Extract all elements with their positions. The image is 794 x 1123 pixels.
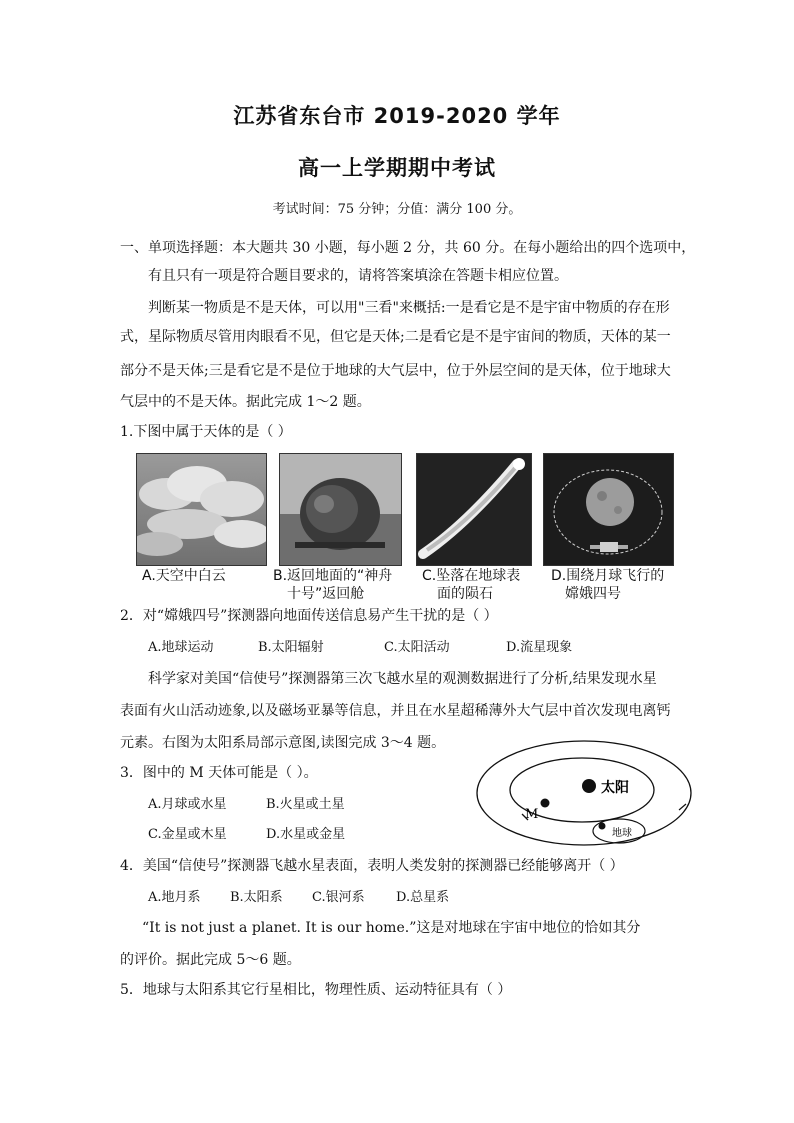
- question-1-stem: 1.下图中属于天体的是（ ）: [120, 424, 292, 440]
- passage2-line1: 科学家对美国“信使号”探测器第三次飞越水星的观测数据进行了分析,结果发现水星: [148, 671, 657, 687]
- caption-c-line1: C.坠落在地球表: [422, 568, 521, 584]
- caption-c-line2: 面的陨石: [437, 586, 493, 602]
- question-2-option-a: A.地球运动: [148, 640, 214, 655]
- solar-system-diagram: [474, 738, 694, 848]
- caption-b-line2: 十号”返回舱: [287, 586, 365, 602]
- question-3-option-d: D.水星或金星: [266, 827, 346, 842]
- passage1-line1: 判断某一物质是不是天体，可以用"三看"来概括:一是看它是不是宇宙中物质的存在形: [148, 300, 670, 316]
- exam-subtitle: 高一上学期期中考试: [298, 156, 496, 180]
- question-2-option-c: C.太阳活动: [384, 640, 450, 655]
- question-3-option-b: B.火星或土星: [266, 797, 345, 812]
- question-2-option-d: D.流星现象: [506, 640, 573, 655]
- question-2-option-b: B.太阳辐射: [258, 640, 324, 655]
- passage2-line2: 表面有火山活动迹象,以及磁场亚暴等信息，并且在水星超稀薄外大气层中首次发现电离钙: [120, 703, 671, 719]
- cloud-photo: [136, 453, 267, 566]
- passage1-line3: 部分不是天体;三是看它是不是位于地球的大气层中，位于外层空间的是天体，位于地球大: [120, 363, 671, 379]
- return-capsule-photo: [279, 453, 402, 566]
- question-3-option-c: C.金星或木星: [148, 827, 227, 842]
- exam-title: 江苏省东台市 2019-2020 学年: [233, 104, 561, 128]
- earth-label: 地球: [612, 828, 632, 839]
- section-heading-line2: 有且只有一项是符合题目要求的，请将答案填涂在答题卡相应位置。: [148, 268, 568, 284]
- passage3-line1: “It is not just a planet. It is our home.”这是对地球在宇宙中地位的恰如其分: [142, 920, 641, 936]
- passage3-line2: 的评价。据此完成 5～6 题。: [120, 952, 301, 968]
- sun-label: 太阳: [601, 780, 629, 796]
- passage2-line3: 元素。右图为太阳系局部示意图,读图完成 3～4 题。: [120, 735, 446, 751]
- passage1-line2: 式，星际物质尽管用肉眼看不见，但它是天体;二是看它是不是宇宙间的物质，天体的某一: [120, 329, 671, 345]
- section-heading-line1: 一、单项选择题：本大题共 30 小题，每小题 2 分，共 60 分。在每小题给出的四个选项中，: [120, 240, 696, 256]
- passage1-line4: 气层中的不是天体。据此完成 1～2 题。: [120, 394, 371, 410]
- caption-d-line1: D.围绕月球飞行的: [551, 568, 665, 584]
- question-3-stem: 3．图中的 M 天体可能是（ ）。: [120, 765, 318, 781]
- question-5-stem: 5．地球与太阳系其它行星相比，物理性质、运动特征具有（ ）: [120, 982, 512, 998]
- question-4-option-d: D.总星系: [396, 890, 450, 905]
- caption-b-line1: B.返回地面的“神舟: [273, 568, 393, 584]
- m-body-label: M: [525, 807, 539, 822]
- question-3-option-a: A.月球或水星: [148, 797, 227, 812]
- meteor-photo: [416, 453, 532, 566]
- question-4-stem: 4．美国“信使号”探测器飞越水星表面，表明人类发射的探测器已经能够离开（ ）: [120, 858, 624, 874]
- change4-orbit-photo: [543, 453, 674, 566]
- question-4-option-b: B.太阳系: [230, 890, 283, 905]
- question-4-option-a: A.地月系: [148, 890, 201, 905]
- question-2-stem: 2．对“嫦娥四号”探测器向地面传送信息易产生干扰的是（ ）: [120, 608, 498, 624]
- exam-info: 考试时间：75 分钟；分值：满分 100 分。: [272, 202, 522, 217]
- question-4-option-c: C.银河系: [312, 890, 365, 905]
- caption-d-line2: 嫦娥四号: [565, 586, 621, 602]
- caption-a: A.天空中白云: [142, 568, 226, 584]
